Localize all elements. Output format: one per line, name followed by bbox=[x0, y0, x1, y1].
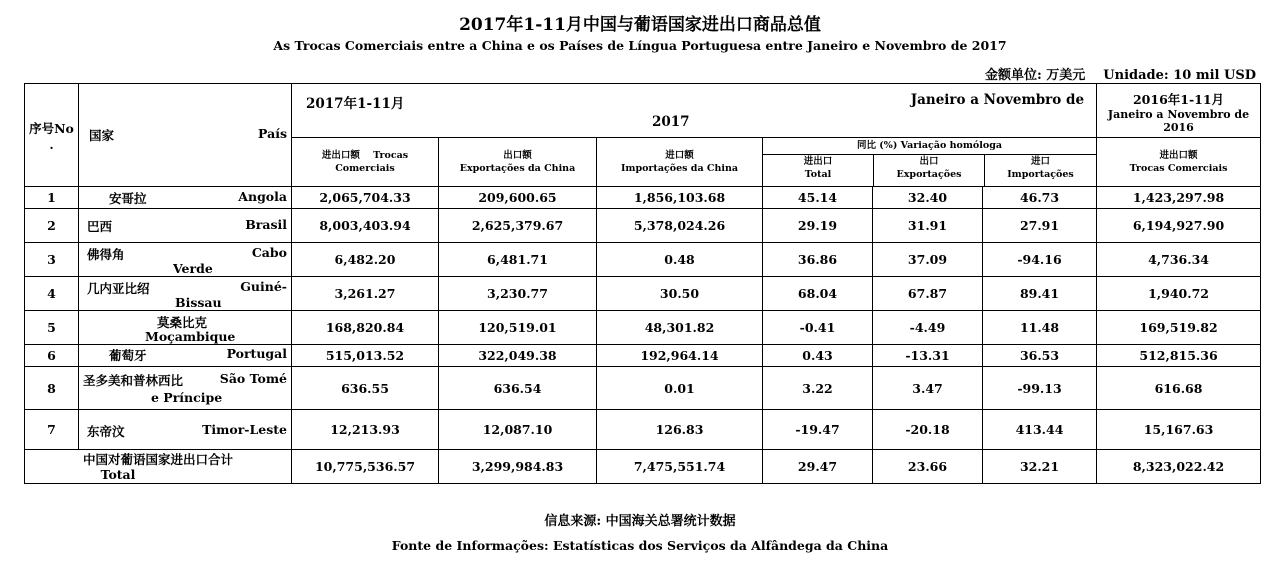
var-total: 29.19 bbox=[763, 209, 873, 243]
trade-value: 3,261.27 bbox=[292, 277, 439, 311]
title-chinese: 2017年1-11月中国与葡语国家进出口商品总值 bbox=[459, 15, 821, 35]
var-exports: 37.09 bbox=[873, 243, 983, 277]
var-total: -19.47 bbox=[763, 410, 873, 450]
header-imports: 进口额 Importações da China bbox=[597, 138, 763, 187]
export-value: 3,230.77 bbox=[439, 277, 597, 311]
trade-value: 2,065,704.33 bbox=[292, 187, 439, 209]
trade-value: 636.55 bbox=[292, 367, 439, 410]
var-imports: 413.44 bbox=[983, 410, 1097, 450]
header-var-imports: 进口 Importações bbox=[1007, 156, 1074, 180]
header-var-exports: 出口 Exportações bbox=[874, 155, 985, 186]
trade-table bbox=[24, 83, 1261, 484]
row-number: 3 bbox=[25, 243, 79, 277]
row-number: 6 bbox=[25, 345, 79, 367]
total-trade: 10,775,536.57 bbox=[292, 450, 439, 484]
var-total: 45.14 bbox=[763, 187, 873, 209]
country-cell: 安哥拉 Angola bbox=[79, 187, 292, 209]
prev-trade: 6,194,927.90 bbox=[1097, 209, 1261, 243]
unit-label bbox=[985, 64, 1256, 83]
import-value: 126.83 bbox=[597, 410, 763, 450]
var-exports: 32.40 bbox=[873, 187, 983, 209]
country-cell: 莫桑比克 Moçambique bbox=[79, 311, 292, 345]
var-imports: 11.48 bbox=[983, 311, 1097, 345]
table-row bbox=[25, 367, 1261, 410]
table-row bbox=[25, 345, 1261, 367]
var-total: 3.22 bbox=[763, 367, 873, 410]
source-chinese: 信息来源: 中国海关总署统计数据 bbox=[544, 514, 736, 529]
export-value: 636.54 bbox=[439, 367, 597, 410]
import-value: 0.48 bbox=[597, 243, 763, 277]
country-cell: 佛得角 Cabo Verde bbox=[79, 243, 292, 277]
export-value: 12,087.10 bbox=[439, 410, 597, 450]
table-row bbox=[25, 311, 1261, 345]
import-value: 0.01 bbox=[597, 367, 763, 410]
total-label: 中国对葡语国家进出口合计 Total bbox=[25, 450, 292, 484]
row-number: 7 bbox=[25, 410, 79, 450]
table-row bbox=[25, 209, 1261, 243]
import-value: 192,964.14 bbox=[597, 345, 763, 367]
total-var-imports: 32.21 bbox=[983, 450, 1097, 484]
export-value: 120,519.01 bbox=[439, 311, 597, 345]
var-imports: 36.53 bbox=[983, 345, 1097, 367]
header-variation: 同比 (%) Variação homóloga 进出口 Total 出口 Exportações 进口 Importações bbox=[763, 138, 1097, 187]
var-total: 36.86 bbox=[763, 243, 873, 277]
trade-value: 12,213.93 bbox=[292, 410, 439, 450]
row-number: 5 bbox=[25, 311, 79, 345]
country-cell: 几内亚比绍 Guiné- Bissau bbox=[79, 277, 292, 311]
var-imports: -99.13 bbox=[983, 367, 1097, 410]
var-exports: -13.31 bbox=[873, 345, 983, 367]
title-portuguese: As Trocas Comerciais entre a China e os Países de Língua Portuguesa entre Janeiro e Novembro de 2017 bbox=[273, 38, 1007, 53]
import-value: 1,856,103.68 bbox=[597, 187, 763, 209]
row-number: 2 bbox=[25, 209, 79, 243]
trade-value: 6,482.20 bbox=[292, 243, 439, 277]
var-total: -0.41 bbox=[763, 311, 873, 345]
unit-zh: 金额单位: 万美元 bbox=[984, 68, 1086, 83]
prev-trade: 1,940.72 bbox=[1097, 277, 1261, 311]
var-imports: -94.16 bbox=[983, 243, 1097, 277]
var-total: 68.04 bbox=[763, 277, 873, 311]
header-country: 国家 País bbox=[79, 84, 292, 187]
unit-pt: Unidade: 10 mil USD bbox=[1103, 68, 1256, 83]
header-prev-trade: 进出口额 Trocas Comerciais bbox=[1097, 138, 1261, 187]
prev-trade: 1,423,297.98 bbox=[1097, 187, 1261, 209]
total-exports: 3,299,984.83 bbox=[439, 450, 597, 484]
total-imports: 7,475,551.74 bbox=[597, 450, 763, 484]
var-imports: 89.41 bbox=[983, 277, 1097, 311]
prev-trade: 169,519.82 bbox=[1097, 311, 1261, 345]
import-value: 5,378,024.26 bbox=[597, 209, 763, 243]
trade-value: 8,003,403.94 bbox=[292, 209, 439, 243]
header-trade: 进出口额 Trocas Comerciais bbox=[292, 138, 439, 187]
total-var-exports: 23.66 bbox=[873, 450, 983, 484]
header-seq: 序号No . bbox=[25, 84, 79, 187]
country-cell: 葡萄牙 Portugal bbox=[79, 345, 292, 367]
import-value: 48,301.82 bbox=[597, 311, 763, 345]
header-exports: 出口额 Exportações da China bbox=[439, 138, 597, 187]
export-value: 322,049.38 bbox=[439, 345, 597, 367]
import-value: 30.50 bbox=[597, 277, 763, 311]
var-exports: -4.49 bbox=[873, 311, 983, 345]
var-exports: 31.91 bbox=[873, 209, 983, 243]
total-row bbox=[25, 450, 1261, 484]
table-row bbox=[25, 410, 1261, 450]
country-cell: 巴西 Brasil bbox=[79, 209, 292, 243]
header-prev-period: 2016年1-11月 Janeiro a Novembro de 2016 bbox=[1097, 84, 1261, 138]
export-value: 2,625,379.67 bbox=[439, 209, 597, 243]
row-number: 4 bbox=[25, 277, 79, 311]
row-number: 1 bbox=[25, 187, 79, 209]
total-var-total: 29.47 bbox=[763, 450, 873, 484]
country-cell: 圣多美和普林西比 São Tomé e Príncipe bbox=[79, 367, 292, 410]
row-number: 8 bbox=[25, 367, 79, 410]
trade-value: 168,820.84 bbox=[292, 311, 439, 345]
trade-value: 515,013.52 bbox=[292, 345, 439, 367]
var-exports: -20.18 bbox=[873, 410, 983, 450]
table-row bbox=[25, 243, 1261, 277]
var-imports: 27.91 bbox=[983, 209, 1097, 243]
export-value: 209,600.65 bbox=[439, 187, 597, 209]
prev-trade: 512,815.36 bbox=[1097, 345, 1261, 367]
table-row bbox=[25, 187, 1261, 209]
export-value: 6,481.71 bbox=[439, 243, 597, 277]
var-imports: 46.73 bbox=[983, 187, 1097, 209]
var-exports: 67.87 bbox=[873, 277, 983, 311]
total-prev-trade: 8,323,022.42 bbox=[1097, 450, 1261, 484]
header-var-total: 进出口 Total bbox=[763, 155, 874, 186]
source-portuguese: Fonte de Informações: Estatísticas dos Serviços da Alfândega da China bbox=[391, 538, 889, 553]
header-period: 2017年1-11月 Janeiro a Novembro de 2017 bbox=[292, 84, 1097, 138]
prev-trade: 616.68 bbox=[1097, 367, 1261, 410]
prev-trade: 15,167.63 bbox=[1097, 410, 1261, 450]
table-row bbox=[25, 277, 1261, 311]
country-cell: 东帝汶 Timor-Leste bbox=[79, 410, 292, 450]
prev-trade: 4,736.34 bbox=[1097, 243, 1261, 277]
var-exports: 3.47 bbox=[873, 367, 983, 410]
var-total: 0.43 bbox=[763, 345, 873, 367]
